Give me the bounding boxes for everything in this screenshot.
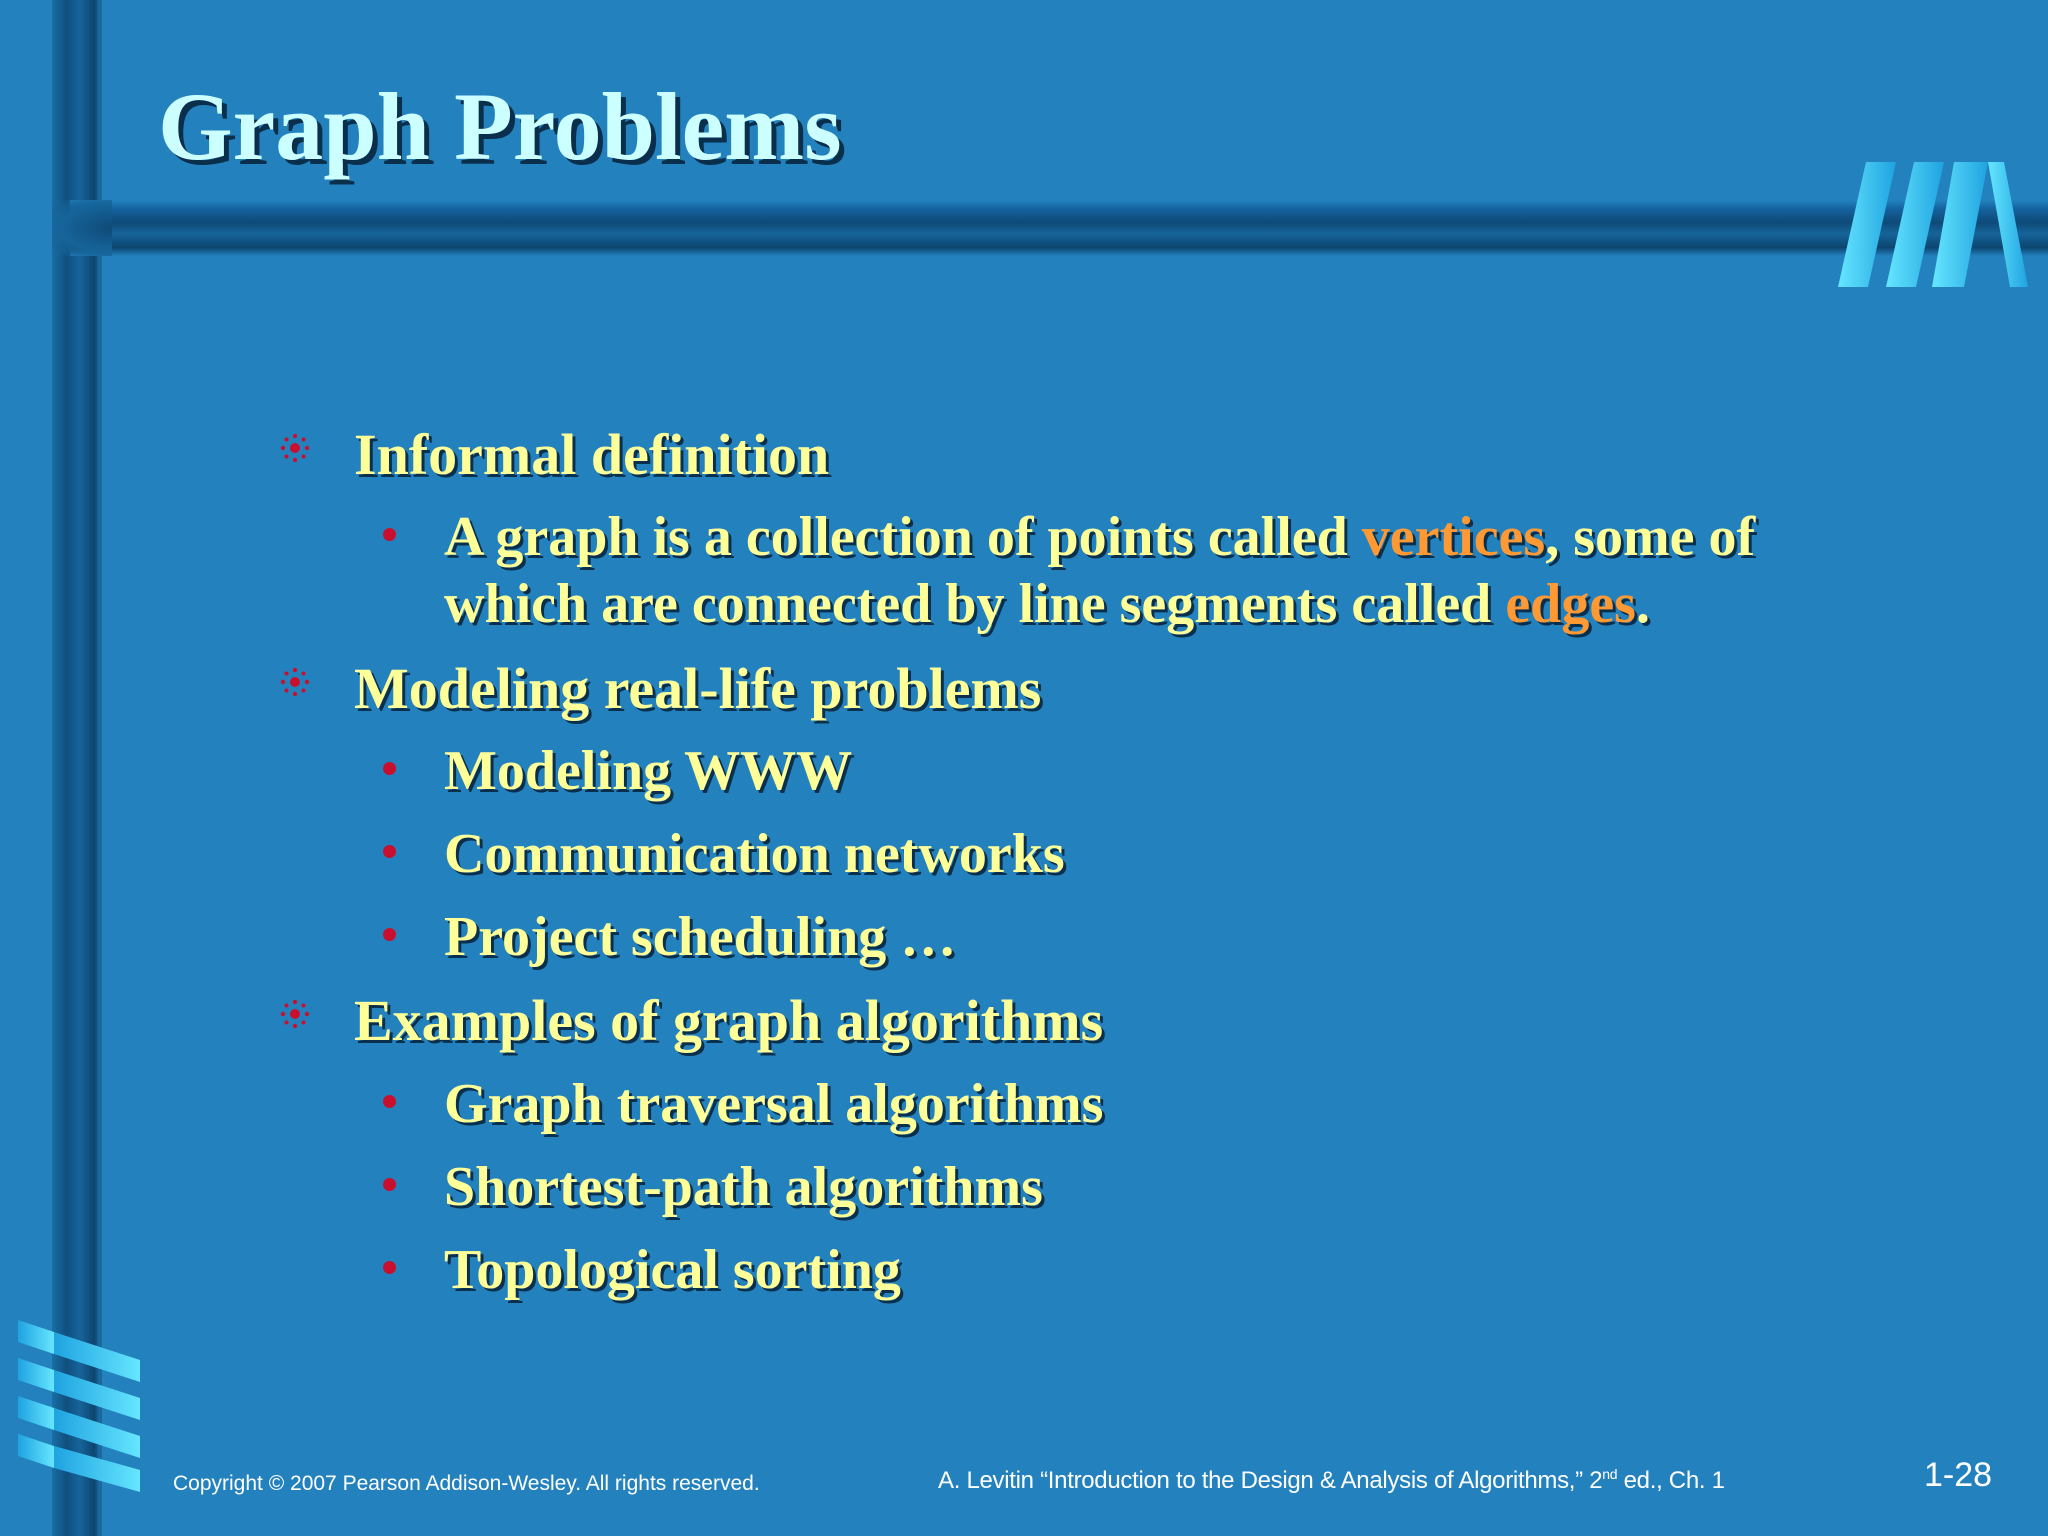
sub-bullet-graph-traversal: Graph traversal algorithms bbox=[444, 1073, 1104, 1135]
dot-bullet-icon bbox=[383, 1095, 396, 1108]
page-number: 1-28 bbox=[1924, 1456, 1993, 1494]
sub-bullet-project-scheduling: Project scheduling … bbox=[444, 906, 957, 968]
dot-bullet-icon bbox=[383, 762, 396, 775]
dot-bullet-icon bbox=[383, 528, 396, 541]
starburst-bullet-icon bbox=[280, 433, 310, 463]
sub-bullet-topological-sorting: Topological sorting bbox=[444, 1239, 901, 1301]
footer-citation: A. Levitin “Introduction to the Design & Analysis of Algorithms,” 2nd ed., Ch. 1 bbox=[938, 1466, 1725, 1494]
bullet-modeling-real-life: Modeling real-life problems bbox=[354, 656, 1042, 721]
bullet-informal-definition: Informal definition bbox=[354, 422, 830, 487]
dot-bullet-icon bbox=[383, 1261, 396, 1274]
sub-bullet-communication-networks: Communication networks bbox=[444, 823, 1065, 885]
sub-bullet-graph-definition-line2: which are connected by line segments called edges. bbox=[444, 573, 1650, 635]
starburst-bullet-icon bbox=[280, 667, 310, 697]
highlight-edges: edges bbox=[1505, 573, 1636, 635]
sub-bullet-shortest-path: Shortest-path algorithms bbox=[444, 1156, 1043, 1218]
footer-copyright: Copyright © 2007 Pearson Addison-Wesley. All rights reserved. bbox=[173, 1472, 760, 1495]
dot-bullet-icon bbox=[383, 845, 396, 858]
starburst-bullet-icon bbox=[280, 999, 310, 1029]
sub-bullet-modeling-www: Modeling WWW bbox=[444, 740, 853, 802]
slide-title: Graph Problems bbox=[158, 73, 842, 180]
highlight-vertices: vertices bbox=[1361, 506, 1546, 568]
sub-bullet-graph-definition-line1: A graph is a collection of points called vertices, some of bbox=[444, 506, 1756, 568]
dot-bullet-icon bbox=[383, 928, 396, 941]
dot-bullet-icon bbox=[383, 1178, 396, 1191]
bullet-examples-graph-algorithms: Examples of graph algorithms bbox=[354, 988, 1104, 1053]
